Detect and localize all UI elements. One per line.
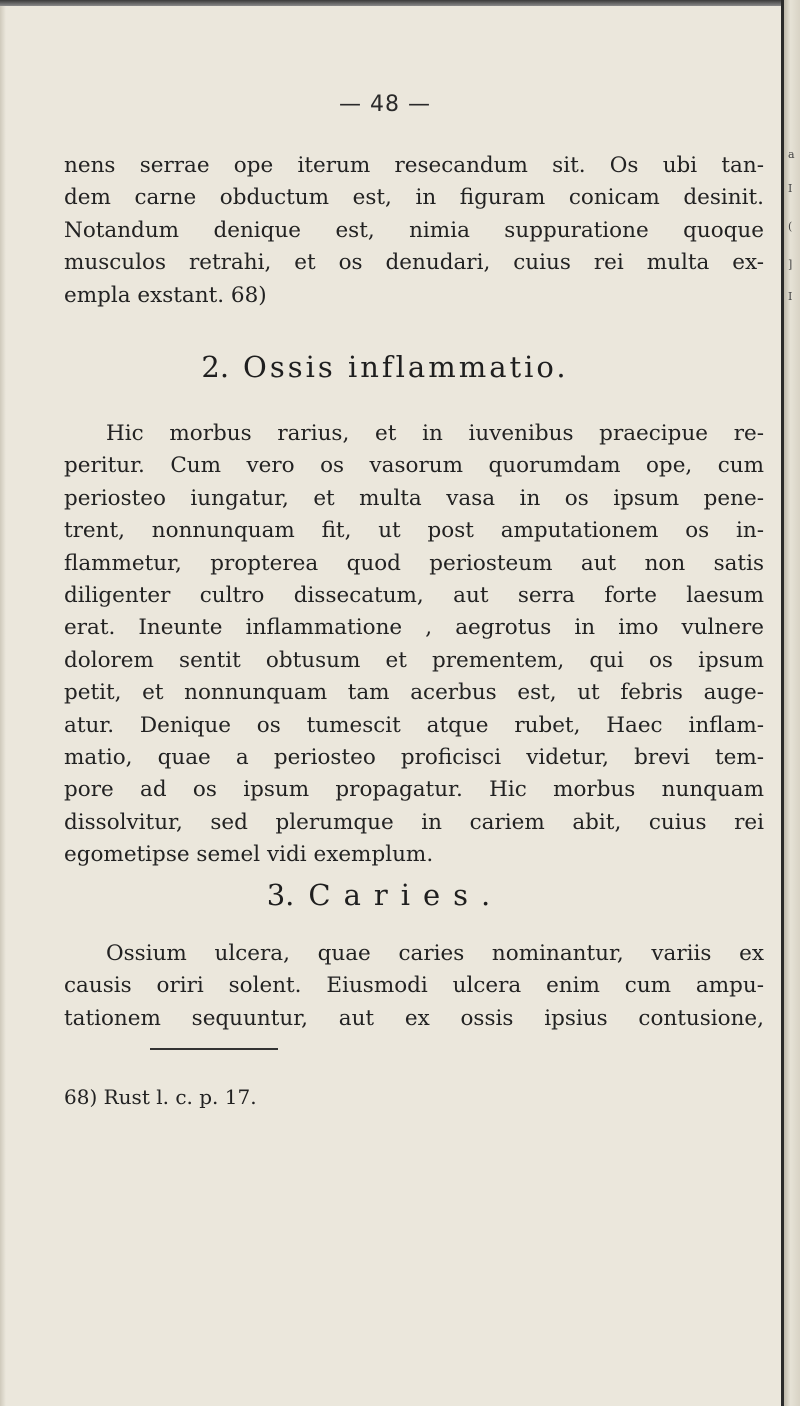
text-line: dissolvitur, sed plerumque in cariem abit, cuius rei <box>64 809 764 835</box>
text-line: Notandum denique est, nimia suppuratione quoque <box>64 217 764 243</box>
text-line: causis oriri solent. Eiusmodi ulcera enim cum ampu- <box>64 973 764 999</box>
text-line: matio, quae a periosteo proficisci videtur, brevi tem- <box>64 745 764 771</box>
text-line: dolorem sentit obtusum et prementem, qui os ipsum <box>64 647 764 673</box>
text-line: flammetur, propterea quod periosteum aut non satis <box>64 550 764 576</box>
page-top-edge <box>0 0 784 6</box>
section-number: 3. <box>266 878 295 912</box>
text-line: trent, nonnunquam fit, ut post amputationem os in- <box>64 518 764 544</box>
adjacent-page-edge <box>781 0 800 1406</box>
text-line: dem carne obductum est, in figuram conicam desinit. <box>64 185 764 211</box>
text-line: petit, et nonnunquam tam acerbus est, ut febris auge- <box>64 680 764 706</box>
section-title: Caries. <box>308 878 504 912</box>
text-line: nens serrae ope iterum resecandum sit. Os ubi tan- <box>64 153 764 178</box>
page-number: — 48 — <box>339 92 431 117</box>
margin-bleed-char: I <box>788 290 793 303</box>
paragraph-continuation <box>64 150 764 312</box>
text-line: Hic morbus rarius, et in iuvenibus praecipue re- <box>106 421 764 446</box>
footnote: 68) Rust l. c. p. 17. <box>64 1085 257 1109</box>
margin-bleed-char: I <box>788 182 793 195</box>
section-heading-ossis-inflammatio <box>0 350 770 384</box>
margin-bleed-char: ] <box>788 258 793 271</box>
text-line: peritur. Cum vero os vasorum quorumdam ope, cum <box>64 453 764 479</box>
text-line: erat. Ineunte inflammatione , aegrotus in imo vulnere <box>64 615 764 641</box>
text-line: empla exstant. 68) <box>64 282 267 308</box>
text-line: periosteo iungatur, et multa vasa in os ipsum pene- <box>64 485 764 511</box>
text-line: atur. Denique os tumescit atque rubet, Haec inflam- <box>64 712 764 738</box>
margin-bleed-char: a <box>788 148 795 161</box>
text-line: diligenter cultro dissecatum, aut serra forte laesum <box>64 583 764 609</box>
text-line: pore ad os ipsum propagatur. Hic morbus nunquam <box>64 777 764 803</box>
paragraph-caries <box>64 938 764 1035</box>
text-line: Ossium ulcera, quae caries nominantur, variis ex <box>106 941 764 966</box>
footnote-divider <box>150 1048 278 1050</box>
section-heading-caries <box>0 878 770 912</box>
section-number: 2. <box>201 350 230 384</box>
page-gutter-shadow <box>0 0 6 1406</box>
text-line: tationem sequuntur, aut ex ossis ipsius contusione, <box>64 1005 764 1031</box>
section-title: Ossis inflammatio. <box>243 350 569 384</box>
text-line: egometipse semel vidi exemplum. <box>64 842 434 868</box>
margin-bleed-char: ( <box>788 220 793 233</box>
text-line: musculos retrahi, et os denudari, cuius rei multa ex- <box>64 250 764 276</box>
paragraph-ossis-inflammatio <box>64 418 764 872</box>
